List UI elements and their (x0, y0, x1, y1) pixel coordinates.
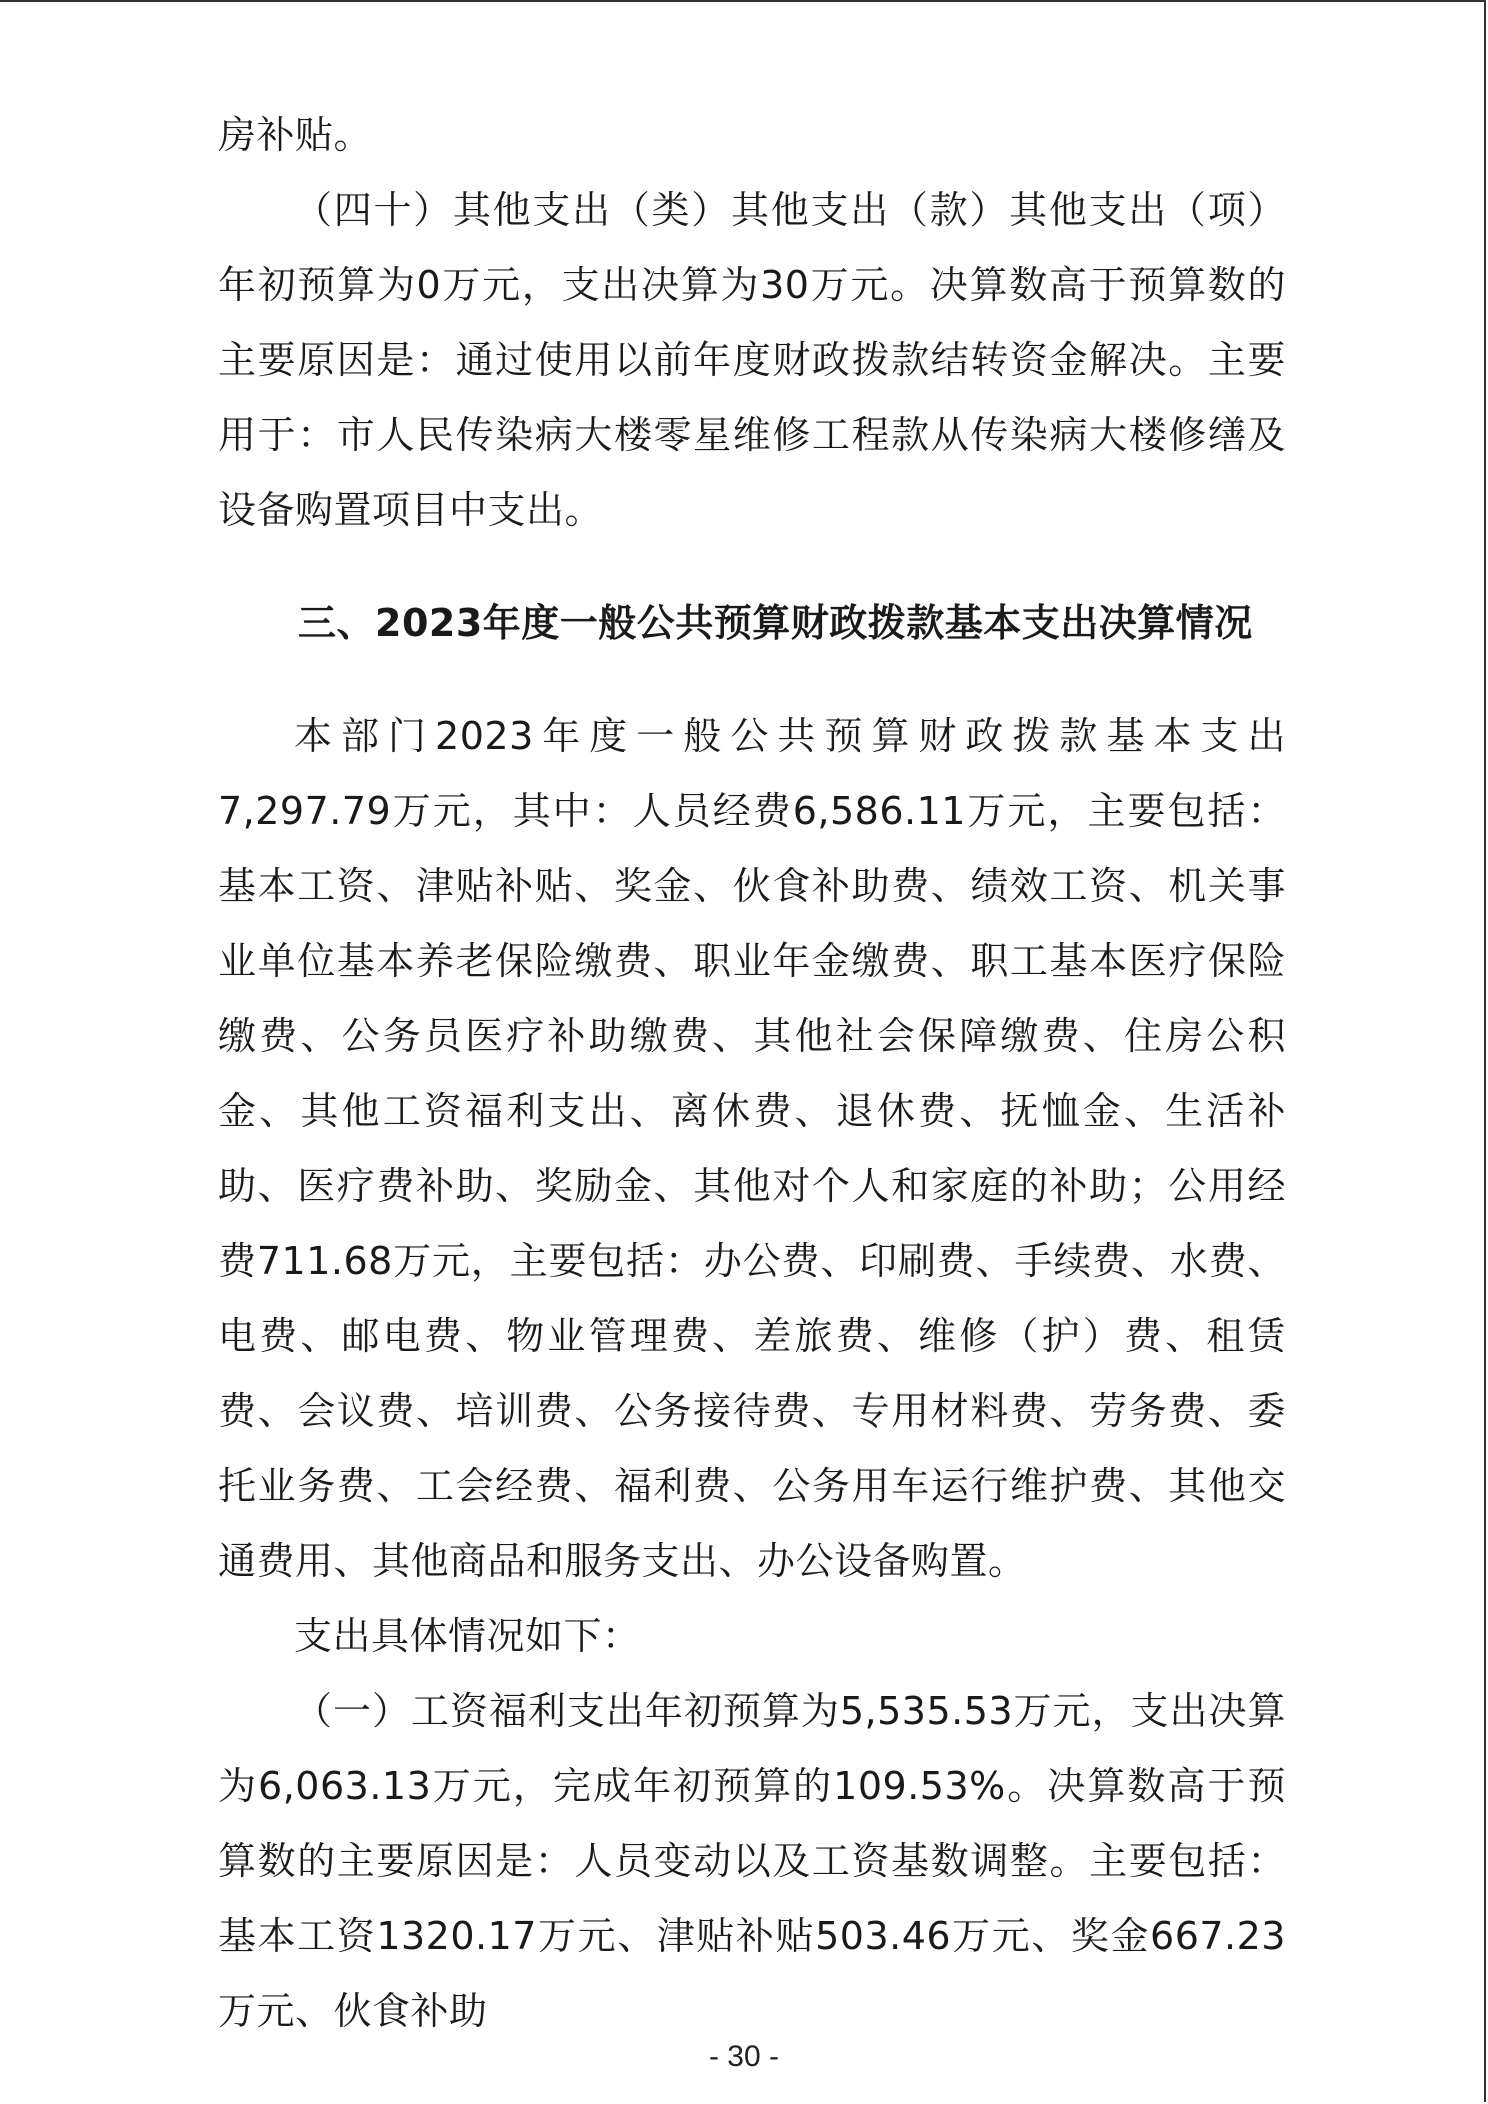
paragraph-salary-welfare: （一）工资福利支出年初预算为5,535.53万元，支出决算为6,063.13万元，完成年初预算的109.53%。决算数高于预算数的主要原因是：人员变动以及工资基数调整。主要包括：基本工资1320.17万元、津贴补贴503.46万元、奖金667.23万元、伙食补助 (218, 1689, 1286, 2033)
page-number: - 30 - (708, 2040, 780, 2073)
paragraph-other-expenditure: （四十）其他支出（类）其他支出（款）其他支出（项）年初预算为0万元，支出决算为30万元。决算数高于预算数的主要原因是：通过使用以前年度财政拨款结转资金解决。主要用于：市人民传染病大楼零星维修工程款从传染病大楼修缮及设备购置项目中支出。 (218, 188, 1286, 532)
paragraph-details-intro: 支出具体情况如下： (294, 1614, 641, 1658)
paragraph-basic-expenditure-summary: 本部门2023年度一般公共预算财政拨款基本支出7,297.79万元，其中：人员经费6,586.11万元，主要包括：基本工资、津贴补贴、奖金、伙食补助费、绩效工资、机关事业单位基本养老保险缴费、职业年金缴费、职工基本医疗保险缴费、公务员医疗补助缴费、其他社会保障缴费、住房公积金、其他工资福利支出、离休费、退休费、抚恤金、生活补助、医疗费补助、奖励金、其他对个人和家庭的补助；公用经费711.68万元，主要包括：办公费、印刷费、手续费、水费、电费、邮电费、物业管理费、差旅费、维修（护）费、租赁费、会议费、培训费、公务接待费、专用材料费、劳务费、委托业务费、工会经费、福利费、公务用车运行维护费、其他交通费用、其他商品和服务支出、办公设备购置。 (218, 714, 1286, 1583)
section-heading: 三、2023年度一般公共预算财政拨款基本支出决算情况 (298, 601, 1253, 645)
document-body (218, 98, 1286, 2049)
paragraph-continuation: 房补贴。 (218, 113, 373, 157)
